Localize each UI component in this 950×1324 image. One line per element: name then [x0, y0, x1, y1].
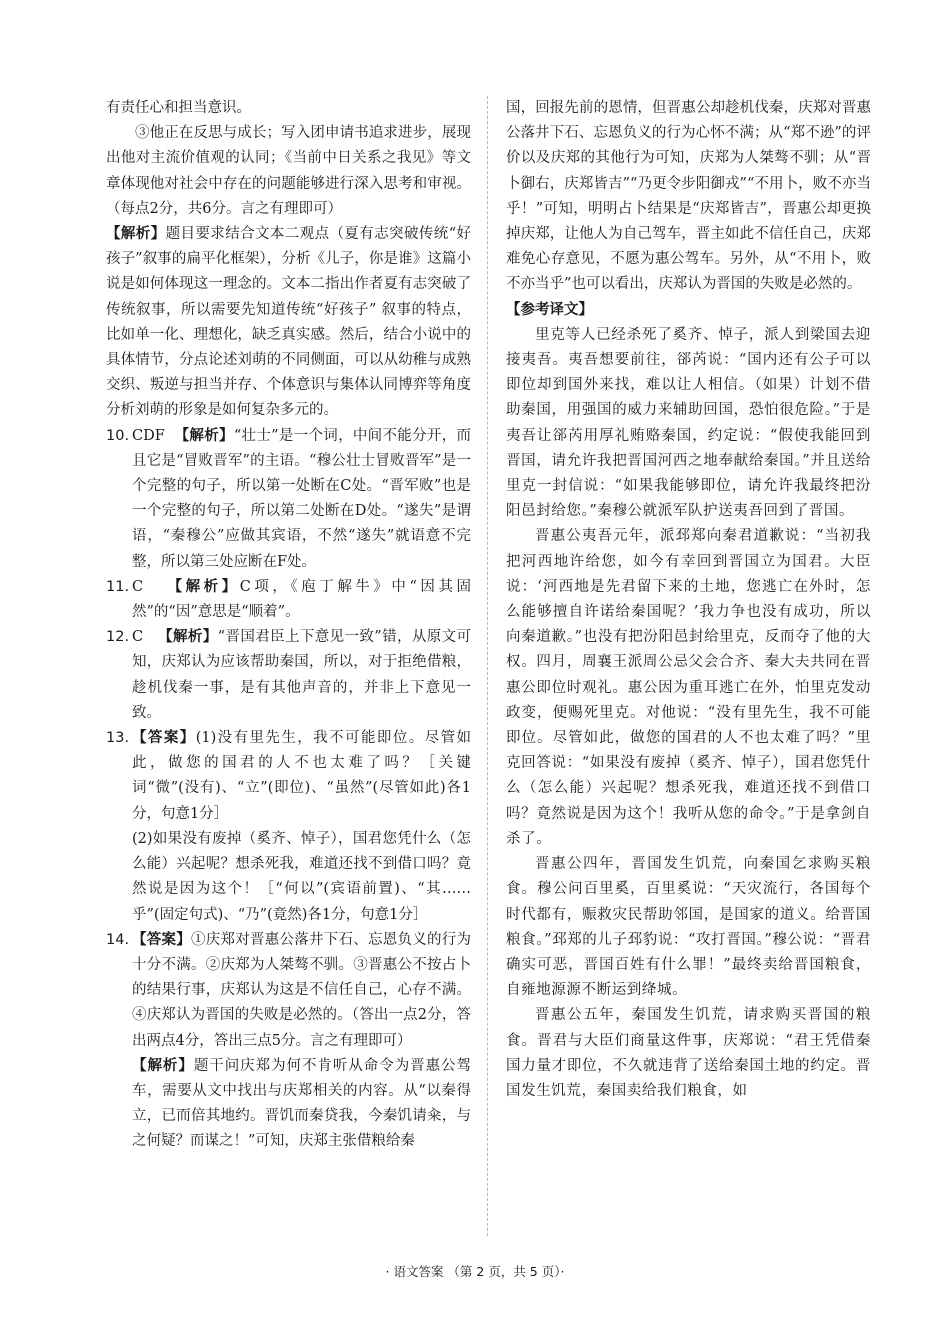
translation-heading [506, 298, 871, 323]
translation-heading-text: 【参考译文】 [506, 301, 593, 318]
analysis-text: 题目要求结合文本二观点（夏有志突破传统“好孩子”叙事的扁平化框架），分析《儿子，你是谁》这篇小说是如何体现这一理念的。文本二指出作者夏有志突破了传统叙事，所以需要先知道传统“好孩子” 叙事的特点，比如单一化、理想化，缺乏真实感。然后，结合小说中的具体情节，分点论述刘萌的不同侧面，可以从幼稚与成熟交织、叛逆与担当并存、个体意识与集体认同博弈等角度分析刘萌的形象是如何复杂多元的。 [106, 226, 472, 419]
q10-label: 【解析】 [174, 427, 234, 444]
right-p1: 国，回报先前的恩情，但晋惠公却趁机伐秦，庆郑对晋惠公落井下石、忘恩负义的行为心怀不满；从“郑不逊”的评价以及庆郑的其他行为可知，庆郑为人桀骜不驯；从“晋卜御右，庆郑皆吉”“乃更令步阳御戎”“不用卜，败不亦当乎！”可知，明明占卜结果是“庆郑皆吉”，晋惠公却更换掉庆郑，让他人为自己驾车，晋主如此不信任自己，庆郑难免心存意见，不愿为惠公驾车。另外，从“不用卜，败不亦当乎”也可以看出，庆郑认为晋国的失败是必然的。 [506, 100, 871, 293]
q11-answer: C [132, 578, 144, 595]
analysis-label: 【解析】 [106, 226, 166, 243]
q11-number: 11. [106, 578, 130, 595]
question-13 [106, 726, 471, 827]
q11-text: C项，《庖丁解牛》中“因其固然”的“因”意思是“顺着”。 [132, 578, 472, 621]
q14-analysis-text: 题干问庆郑为何不肯听从命令为晋惠公驾车，需要从文中找出与庆郑相关的内容。从“以秦得立，已而倍其地约。晋饥而秦贷我，今秦饥请籴，与之何疑？而谋之！”可知，庆郑主张借粮给秦 [132, 1057, 472, 1150]
q12-number: 12. [106, 629, 130, 646]
analysis-paragraph [106, 222, 471, 424]
left-p2: ③他正在反思与成长；写入团申请书追求进步，展现出他对主流价值观的认同；《当前中日关系之我见》等文章体现他对社会中存在的问题能够进行深入思考和审视。（每点2分，共6分。言之有理即可） [106, 125, 471, 217]
q14-answer: ①庆郑对晋惠公落井下石、忘恩负义的行为十分不满。②庆郑为人桀骜不驯。③晋惠公不按占卜的结果行事，庆郑认为这是不信任自己，心存不满。④庆郑认为晋国的失败是必然的。（答出一点2分，答出两点4分，答出三点5分。言之有理即可） [132, 931, 471, 1049]
question-14 [106, 928, 471, 1054]
q12-text: “晋国君臣上下意见一致”错，从原文可知，庆郑认为应该帮助秦国，所以，对于拒绝借粮，趁机伐秦一事，是有其他声音的，并非上下意见一致。 [132, 629, 472, 721]
question-10 [106, 424, 471, 575]
column-divider [487, 96, 488, 1236]
page-footer: · 语文答案 （第 2 页，共 5 页）· [385, 1264, 565, 1279]
q13-answer-1: (1)没有里先生，我不可能即位。尽管如此，做您的国君的人不也太难了吗？［关键词“微”(没有)、“立”(即位)、“虽然”(尽管如此)各1分，句意1分］ [132, 730, 472, 822]
right-column [506, 96, 871, 1104]
q10-number: 10. [106, 427, 130, 444]
q14-label: 【答案】 [132, 931, 191, 948]
q11-label: 【解析】 [167, 578, 240, 595]
q12-answer: C [132, 629, 144, 646]
q14-analysis [106, 1054, 471, 1155]
q10-text: “壮士”是一个词，中间不能分开，而且它是“冒败晋军”的主语。“穆公壮士冒败晋军”是一个完整的句子，所以第一处断在C处。“晋军败”也是一个完整的句子，所以第二处断在D处。“遂失”是谓语，“秦穆公”应做其宾语，不然“遂失”就语意不完整，所以第三处应断在F处。 [132, 427, 472, 570]
question-11 [106, 575, 471, 625]
q13-answer-2: (2)如果没有废掉（奚齐、悼子），国君您凭什么（怎么能）兴起呢？想杀死我，难道还找不到借口吗？竟然说是因为这个！［“何以”(宾语前置)、“其……乎”(固定句式)、“乃”(竟然)各1分，句意1分］ [132, 830, 471, 923]
translation-p4: 晋惠公五年，秦国发生饥荒，请求购买晋国的粮食。晋君与大臣们商量这件事，庆郑说：“君王凭借秦国力量才即位，不久就违背了送给秦国土地的约定。晋国发生饥荒，秦国卖给我们粮食，如 [506, 1007, 871, 1099]
translation-p3: 晋惠公四年，晋国发生饥荒，向秦国乞求购买粮食。穆公问百里奚，百里奚说：“天灾流行，各国每个时代都有，赈救灾民帮助邻国，是国家的道义。给晋国粮食。”邳郑的儿子邳豹说：“攻打晋国。”穆公说：“晋君确实可恶，晋国百姓有什么罪！”最终卖给晋国粮食，自雍地源源不断运到绛城。 [506, 856, 871, 999]
translation-p2: 晋惠公夷吾元年，派邳郑向秦君道歉说：“当初我把河西地许给您，如今有幸回到晋国立为国君。大臣说：‘河西地是先君留下来的土地，您逃亡在外时，怎么能够擅自许诺给秦国呢？’我力争也没有成功，所以向秦道歉。”也没有把汾阳邑封给里克，反而夺了他的大权。四月，周襄王派周公忌父会合齐、秦大夫共同在晋惠公即位时观礼。惠公因为重耳逃亡在外，怕里克发动政变，便赐死里克。对他说：“没有里先生，我不可能即位。尽管如此，做您的国君的人不也太难了吗？”里克回答说：“如果没有废掉（奚齐、悼子），国君您凭什么（怎么能）兴起呢？想杀死我，难道还找不到借口吗？竟然说是因为这个！我听从您的命令。”于是拿剑自杀了。 [506, 528, 871, 847]
q14-number: 14. [106, 931, 130, 948]
left-p1: 有责任心和担当意识。 [106, 100, 251, 116]
q10-answer: CDF [132, 427, 165, 444]
q14-analysis-label: 【解析】 [132, 1057, 194, 1074]
translation-p1: 里克等人已经杀死了奚齐、悼子，派人到梁国去迎接夷吾。夷吾想要前往，郤芮说：“国内还有公子可以即位却到国外来找，难以让人相信。（如果）计划不借助秦国，用强国的威力来辅助回国，恐怕很危险。”于是夷吾让郤芮用厚礼贿赂秦国，约定说：“假使我能回到晋国，请允许我把晋国河西之地奉献给秦国。”并且送给里克一封信说：“如果我能够即位，请允许我最终把汾阳邑封给您。”秦穆公就派军队护送夷吾回到了晋国。 [506, 326, 871, 520]
q12-label: 【解析】 [158, 629, 218, 646]
question-12 [106, 625, 471, 726]
left-column [106, 96, 471, 1155]
q13-label: 【答案】 [132, 730, 196, 747]
q13-number: 13. [106, 730, 130, 747]
